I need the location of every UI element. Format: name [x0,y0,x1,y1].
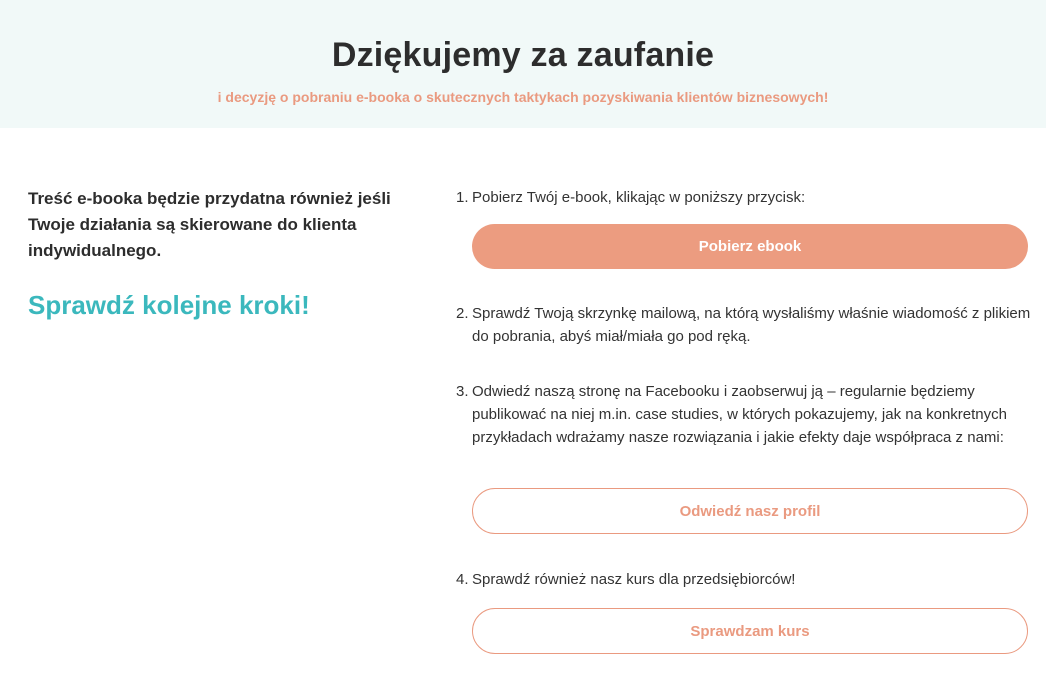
step-2 [456,302,1036,348]
step-4 [456,568,1036,591]
check-course-button[interactable]: Sprawdzam kurs [472,608,1028,654]
step-4-number: 4. [456,571,469,588]
step-3-number: 3. [456,383,469,400]
page-title: Dziękujemy za zaufanie [331,36,715,74]
step-1-text: Pobierz Twój e-book, klikając w poniższy przycisk: [472,189,806,206]
download-ebook-button[interactable]: Pobierz ebook [472,224,1028,269]
step-2-number: 2. [456,305,469,322]
step-1 [456,186,1036,209]
visit-profile-button[interactable]: Odwiedź nasz profil [472,488,1028,534]
hero-banner [0,0,1046,128]
step-3-text: Odwiedź naszą stronę na Facebooku i zaobserwuj ją – regularnie będziemy publikować na niej m.in. case studies, w których pokazujemy, jak na konkretnych przykładach wdrażamy nasze rozwiązania i jakie efekty daje współpraca z nami: [472,383,1007,446]
step-1-number: 1. [456,189,469,206]
page-subtitle: i decyzję o pobraniu e-booka o skutecznych taktykach pozyskiwania klientów biznesowych! [217,89,829,105]
step-3 [456,380,1036,449]
lead-text: Treść e-booka będzie przydatna również jeśli Twoje działania są skierowane do klienta indywidualnego. [28,189,391,260]
step-4-text: Sprawdź również nasz kurs dla przedsiębiorców! [472,571,796,588]
left-column [28,186,408,321]
step-2-text: Sprawdź Twoją skrzynkę mailową, na którą wysłaliśmy właśnie wiadomość z plikiem do pobrania, abyś miał/miała go pod ręką. [472,305,1031,345]
next-steps-heading: Sprawdź kolejne kroki! [28,290,310,320]
